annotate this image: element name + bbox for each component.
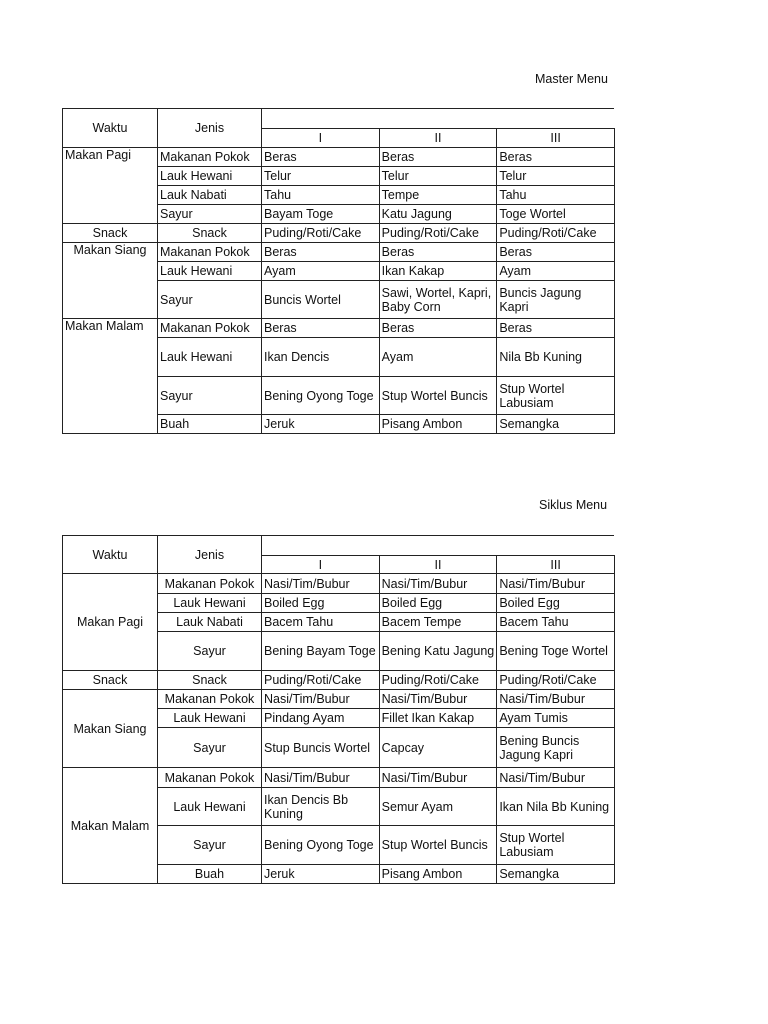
menu-cell: Beras xyxy=(497,243,615,262)
table-row xyxy=(63,574,615,594)
menu-cell: Beras xyxy=(379,319,497,338)
menu-cell: Stup Wortel Labusiam xyxy=(497,826,615,865)
menu-cell: Puding/Roti/Cake xyxy=(497,671,615,690)
jenis-cell: Sayur xyxy=(158,205,262,224)
table-row xyxy=(63,319,615,338)
menu-cell: Stup Wortel Buncis xyxy=(379,826,497,865)
menu-cell: Nasi/Tim/Bubur xyxy=(262,768,380,788)
menu-cell: Beras xyxy=(497,148,615,167)
menu-cell: Beras xyxy=(379,148,497,167)
table-row xyxy=(63,224,615,243)
jenis-cell: Lauk Nabati xyxy=(158,613,262,632)
menu-cell: Ikan Dencis xyxy=(262,338,380,377)
menu-cell: Puding/Roti/Cake xyxy=(262,224,380,243)
menu-cell: Nasi/Tim/Bubur xyxy=(379,690,497,709)
jenis-cell: Makanan Pokok xyxy=(158,690,262,709)
header-jenis: Jenis xyxy=(158,109,262,148)
jenis-cell: Lauk Nabati xyxy=(158,186,262,205)
menu-cell: Bening Oyong Toge xyxy=(262,826,380,865)
jenis-cell: Sayur xyxy=(158,728,262,768)
menu-cell: Stup Buncis Wortel xyxy=(262,728,380,768)
menu-cell: Bacem Tempe xyxy=(379,613,497,632)
menu-cell: Beras xyxy=(262,148,380,167)
menu-cell: Katu Jagung xyxy=(379,205,497,224)
menu-cell: Beras xyxy=(262,319,380,338)
waktu-cell: Makan Malam xyxy=(63,319,158,434)
siklus-menu-table xyxy=(62,535,615,884)
jenis-cell: Lauk Hewani xyxy=(158,709,262,728)
menu-cell: Buncis Wortel xyxy=(262,281,380,319)
menu-cell: Nasi/Tim/Bubur xyxy=(262,574,380,594)
menu-cell: Puding/Roti/Cake xyxy=(379,671,497,690)
menu-cell: Buncis Jagung Kapri xyxy=(497,281,615,319)
menu-cell: Puding/Roti/Cake xyxy=(497,224,615,243)
menu-cell: Fillet Ikan Kakap xyxy=(379,709,497,728)
menu-cell: Nasi/Tim/Bubur xyxy=(497,574,615,594)
menu-cell: Toge Wortel xyxy=(497,205,615,224)
menu-cell: Bacem Tahu xyxy=(497,613,615,632)
jenis-cell: Sayur xyxy=(158,377,262,415)
header-jenis: Jenis xyxy=(158,536,262,574)
menu-cell: Pindang Ayam xyxy=(262,709,380,728)
menu-cell: Ayam xyxy=(379,338,497,377)
header-blank xyxy=(262,109,615,129)
header-day-2: II xyxy=(379,556,497,574)
menu-cell: Boiled Egg xyxy=(262,594,380,613)
jenis-cell: Lauk Hewani xyxy=(158,594,262,613)
jenis-cell: Sayur xyxy=(158,826,262,865)
jenis-cell: Makanan Pokok xyxy=(158,319,262,338)
jenis-cell: Snack xyxy=(158,224,262,243)
waktu-cell: Snack xyxy=(63,224,158,243)
master-menu-title: Master Menu xyxy=(535,72,608,86)
siklus-menu-title: Siklus Menu xyxy=(539,498,608,512)
jenis-cell: Sayur xyxy=(158,632,262,671)
menu-cell: Puding/Roti/Cake xyxy=(379,224,497,243)
menu-cell: Bayam Toge xyxy=(262,205,380,224)
master-menu-table xyxy=(62,108,615,434)
menu-cell: Stup Wortel Labusiam xyxy=(497,377,615,415)
menu-cell: Jeruk xyxy=(262,415,380,434)
jenis-cell: Lauk Hewani xyxy=(158,167,262,186)
jenis-cell: Makanan Pokok xyxy=(158,148,262,167)
waktu-cell: Snack xyxy=(63,671,158,690)
header-day-3: III xyxy=(497,129,615,148)
menu-cell: Bening Bayam Toge xyxy=(262,632,380,671)
waktu-cell: Makan Malam xyxy=(63,768,158,884)
menu-cell: Bening Oyong Toge xyxy=(262,377,380,415)
menu-cell: Bacem Tahu xyxy=(262,613,380,632)
menu-cell: Pisang Ambon xyxy=(379,865,497,884)
jenis-cell: Buah xyxy=(158,415,262,434)
jenis-cell: Lauk Hewani xyxy=(158,788,262,826)
menu-cell: Semangka xyxy=(497,415,615,434)
table-row xyxy=(63,768,615,788)
menu-cell: Ikan Nila Bb Kuning xyxy=(497,788,615,826)
menu-cell: Ikan Dencis Bb Kuning xyxy=(262,788,380,826)
menu-cell: Jeruk xyxy=(262,865,380,884)
jenis-cell: Makanan Pokok xyxy=(158,768,262,788)
waktu-cell: Makan Siang xyxy=(63,690,158,768)
header-waktu: Waktu xyxy=(63,536,158,574)
jenis-cell: Makanan Pokok xyxy=(158,243,262,262)
jenis-cell: Lauk Hewani xyxy=(158,338,262,377)
menu-cell: Boiled Egg xyxy=(379,594,497,613)
menu-cell: Tempe xyxy=(379,186,497,205)
jenis-cell: Buah xyxy=(158,865,262,884)
jenis-cell: Lauk Hewani xyxy=(158,262,262,281)
menu-cell: Beras xyxy=(262,243,380,262)
menu-cell: Puding/Roti/Cake xyxy=(262,671,380,690)
menu-cell: Telur xyxy=(262,167,380,186)
table-row xyxy=(63,148,615,167)
menu-cell: Ayam xyxy=(262,262,380,281)
menu-cell: Semur Ayam xyxy=(379,788,497,826)
menu-cell: Pisang Ambon xyxy=(379,415,497,434)
menu-cell: Nasi/Tim/Bubur xyxy=(497,690,615,709)
menu-cell: Bening Katu Jagung xyxy=(379,632,497,671)
jenis-cell: Sayur xyxy=(158,281,262,319)
header-day-1: I xyxy=(262,556,380,574)
jenis-cell: Snack xyxy=(158,671,262,690)
menu-cell: Bening Buncis Jagung Kapri xyxy=(497,728,615,768)
menu-cell: Boiled Egg xyxy=(497,594,615,613)
table-row xyxy=(63,243,615,262)
table-row xyxy=(63,671,615,690)
menu-cell: Ayam xyxy=(497,262,615,281)
table-row xyxy=(63,690,615,709)
menu-cell: Beras xyxy=(497,319,615,338)
header-day-3: III xyxy=(497,556,615,574)
menu-cell: Telur xyxy=(497,167,615,186)
menu-cell: Capcay xyxy=(379,728,497,768)
menu-cell: Sawi, Wortel, Kapri, Baby Corn xyxy=(379,281,497,319)
jenis-cell: Makanan Pokok xyxy=(158,574,262,594)
header-waktu: Waktu xyxy=(63,109,158,148)
menu-cell: Nasi/Tim/Bubur xyxy=(497,768,615,788)
menu-cell: Stup Wortel Buncis xyxy=(379,377,497,415)
menu-cell: Nila Bb Kuning xyxy=(497,338,615,377)
header-day-1: I xyxy=(262,129,380,148)
menu-cell: Telur xyxy=(379,167,497,186)
menu-cell: Ayam Tumis xyxy=(497,709,615,728)
header-day-2: II xyxy=(379,129,497,148)
waktu-cell: Makan Siang xyxy=(63,243,158,319)
menu-cell: Ikan Kakap xyxy=(379,262,497,281)
menu-cell: Tahu xyxy=(262,186,380,205)
menu-cell: Beras xyxy=(379,243,497,262)
menu-cell: Bening Toge Wortel xyxy=(497,632,615,671)
waktu-cell: Makan Pagi xyxy=(63,148,158,224)
menu-cell: Nasi/Tim/Bubur xyxy=(262,690,380,709)
menu-cell: Tahu xyxy=(497,186,615,205)
menu-cell: Nasi/Tim/Bubur xyxy=(379,768,497,788)
waktu-cell: Makan Pagi xyxy=(63,574,158,671)
header-blank xyxy=(262,536,615,556)
menu-cell: Nasi/Tim/Bubur xyxy=(379,574,497,594)
menu-cell: Semangka xyxy=(497,865,615,884)
